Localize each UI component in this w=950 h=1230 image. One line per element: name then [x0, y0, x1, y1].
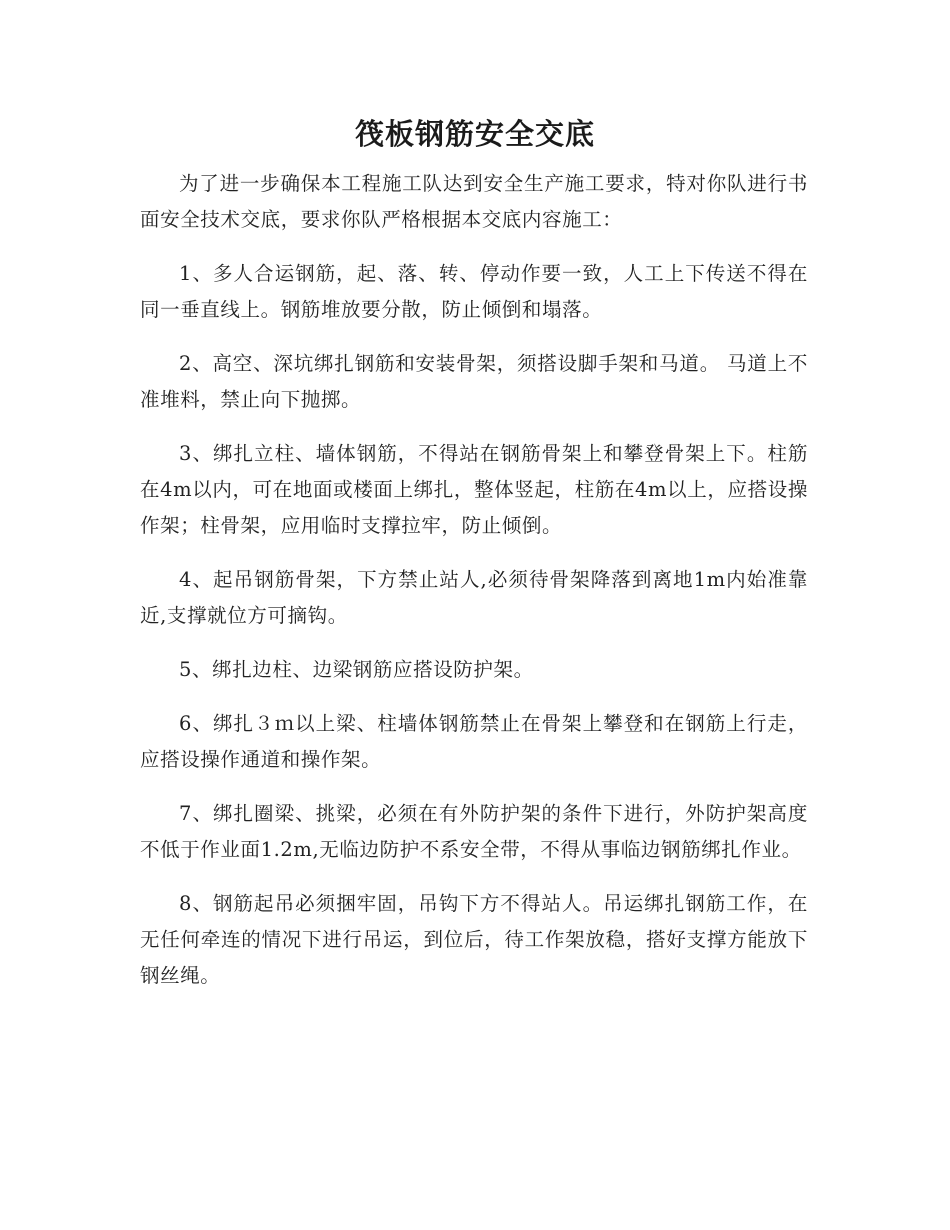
safety-item-8: 8、钢筋起吊必须捆牢固，吊钩下方不得站人。吊运绑扎钢筋工作，在无任何牵连的情况下进行吊运，到位后，待工作架放稳，搭好支撑方能放下钢丝绳。 [140, 892, 808, 987]
safety-item-3: 3、绑扎立柱、墙体钢筋，不得站在钢筋骨架上和攀登骨架上下。柱筋在4m以内，可在地面或楼面上绑扎，整体竖起，柱筋在4m以上，应搭设操作架；柱骨架，应用临时支撑拉牢，防止倾倒。 [140, 442, 808, 537]
document-body [140, 166, 808, 1012]
safety-item-1: 1、多人合运钢筋，起、落、转、停动作要一致，人工上下传送不得在同一垂直线上。钢筋堆放要分散，防止倾倒和塌落。 [140, 262, 808, 321]
safety-item-6: 6、绑扎３ｍ以上梁、柱墙体钢筋禁止在骨架上攀登和在钢筋上行走，应搭设操作通道和操作架。 [140, 712, 808, 771]
document-title: 筏板钢筋安全交底 [354, 117, 595, 151]
safety-item-5: 5、绑扎边柱、边梁钢筋应搭设防护架。 [179, 658, 534, 681]
safety-item-4: 4、起吊钢筋骨架，下方禁止站人,必须待骨架降落到离地1m内始准靠近,支撑就位方可摘钩。 [140, 568, 808, 627]
intro-paragraph: 为了进一步确保本工程施工队达到安全生产施工要求，特对你队进行书面安全技术交底，要求你队严格根据本交底内容施工： [140, 172, 808, 231]
safety-item-2: 2、高空、深坑绑扎钢筋和安装骨架，须搭设脚手架和马道。 马道上不准堆料，禁止向下抛掷。 [140, 352, 808, 411]
safety-item-7: 7、绑扎圈梁、挑梁，必须在有外防护架的条件下进行，外防护架高度不低于作业面1.2m,无临边防护不系安全带，不得从事临边钢筋绑扎作业。 [140, 802, 808, 861]
